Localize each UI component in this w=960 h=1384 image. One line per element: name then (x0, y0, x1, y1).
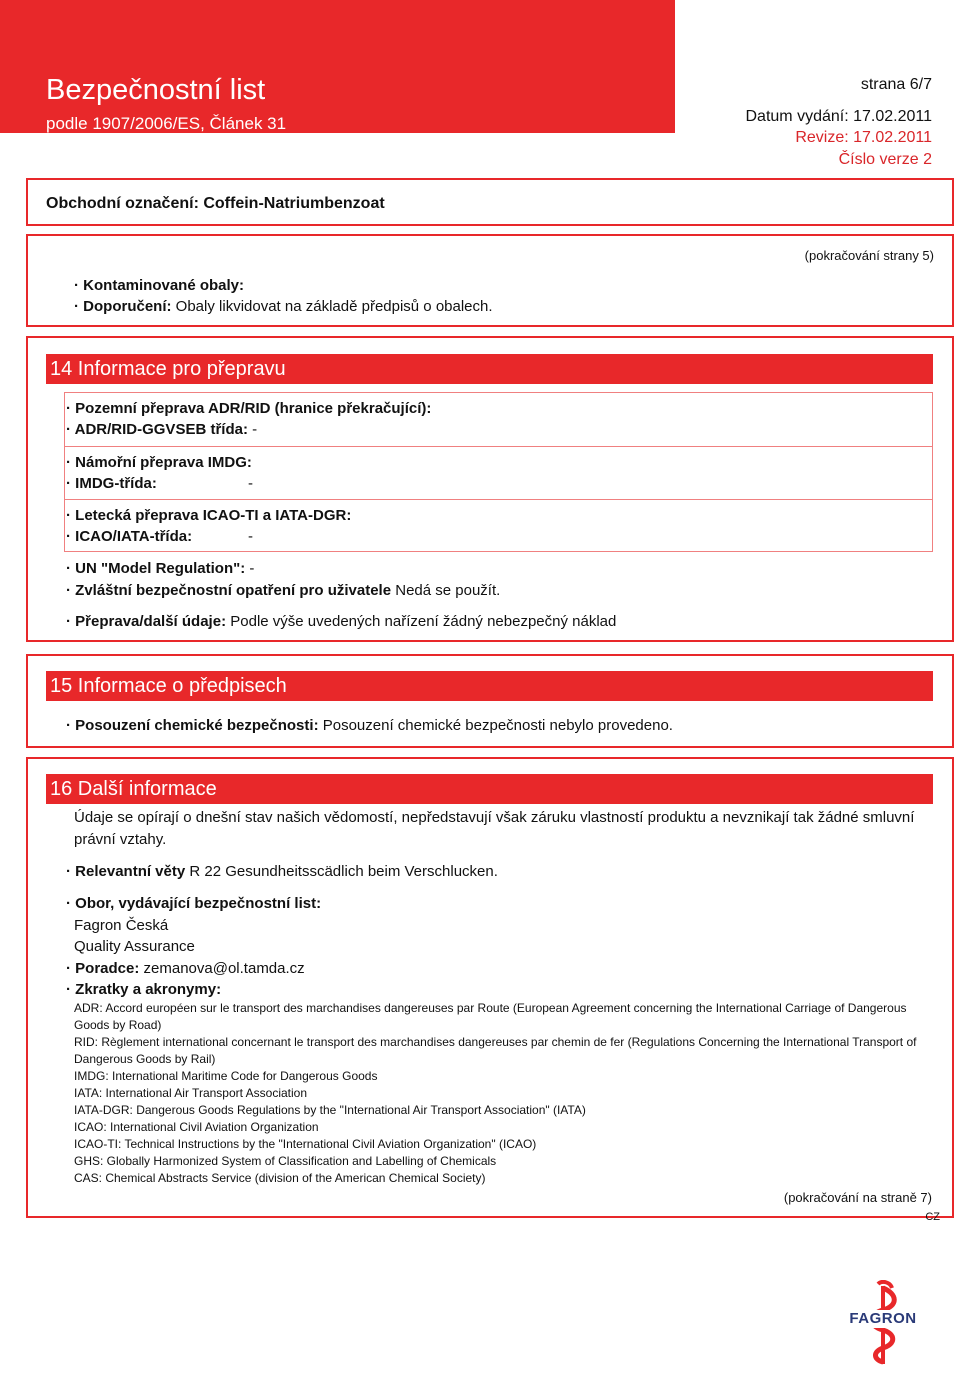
product-label: Obchodní označení: (46, 195, 199, 212)
imdg-class-label: · IMDG-třída: (66, 475, 157, 492)
section-14-heading: 14 Informace pro přepravu (46, 354, 933, 384)
abbr-ghs: GHS: Globally Harmonized System of Classification and Labelling of Chemicals (74, 1154, 497, 1168)
advisor-line (66, 959, 305, 978)
relevant-phrases-line (66, 862, 498, 881)
document-title: Bezpečnostní list (46, 74, 266, 106)
abbr-imdg: IMDG: International Maritime Code for Dangerous Goods (74, 1069, 378, 1083)
product-name-line (46, 194, 385, 213)
transport-info-label: · Přeprava/další údaje: (66, 613, 227, 630)
version-number: Číslo verze 2 (838, 151, 932, 168)
chemical-safety-label: · Posouzení chemické bezpečnosti: (66, 717, 319, 734)
adr-title: · Pozemní přeprava ADR/RID (hranice překračující): (66, 400, 432, 417)
imdg-class-value: - (248, 475, 253, 492)
abbr-iata-dgr: IATA-DGR: Dangerous Goods Regulations by the "International Air Transport Association" (IATA) (74, 1103, 586, 1117)
document-subtitle: podle 1907/2006/ES, Článek 31 (46, 114, 287, 133)
contaminated-title: · Kontaminované obaly: (74, 277, 245, 294)
recommendation-text: Obaly likvidovat na základě předpisů o obalech. (175, 298, 493, 315)
fagron-logo (838, 1280, 928, 1366)
page-number: strana 6/7 (860, 76, 932, 93)
imdg-title: · Námořní přeprava IMDG: (66, 454, 252, 471)
issuer-line-2: Quality Assurance (74, 938, 195, 955)
advisor-label: · Poradce: (66, 960, 140, 977)
adr-class-label: · ADR/RID-GGVSEB třída: (66, 421, 248, 438)
contaminated-packaging-box (26, 234, 954, 327)
recommendation-label: · Doporučení: (74, 298, 172, 315)
chemical-safety-line (66, 716, 673, 735)
abbr-adr: ADR: Accord européen sur le transport des marchandises dangereuses par Route (European Agreement concerning the International Carriage of Dangerous Goods by Road) (74, 1001, 907, 1032)
abbreviations-label: · Zkratky a akronymy: (66, 981, 222, 998)
abbr-icao-ti: ICAO-TI: Technical Instructions by the "International Civil Aviation Organization" (ICAO) (74, 1137, 537, 1151)
product-name: Coffein-Natriumbenzoat (203, 195, 385, 212)
recommendation-line (74, 297, 493, 316)
issuer-label: · Obor, vydávající bezpečnostní list: (66, 895, 322, 912)
special-precautions-value: Nedá se použít. (395, 582, 501, 599)
chemical-safety-value: Posouzení chemické bezpečnosti nebylo provedeno. (322, 717, 673, 734)
advisor-email: zemanova@ol.tamda.cz (143, 960, 305, 977)
transport-info-line (66, 612, 616, 631)
issuer-line-1: Fagron Česká (74, 917, 169, 934)
issue-date: Datum vydání: 17.02.2011 (745, 108, 932, 125)
abbr-icao: ICAO: International Civil Aviation Organization (74, 1120, 319, 1134)
transport-info-value: Podle výše uvedených nařízení žádný nebezpečný náklad (230, 613, 617, 630)
un-regulation-value: - (249, 560, 255, 577)
logo-text: FAGRON (849, 1310, 917, 1327)
adr-class-value: - (252, 421, 258, 438)
product-box (26, 178, 954, 226)
abbr-rid: RID: Règlement international concernant le transport des marchandises dangereuses par chemin de fer (Regulations Concerning the International Transport of Dangerous Goods by Rail) (74, 1035, 917, 1066)
section-16-heading: 16 Další informace (46, 774, 933, 804)
revision-date: Revize: 17.02.2011 (795, 129, 932, 146)
icao-title: · Letecká přeprava ICAO-TI a IATA-DGR: (66, 507, 352, 524)
special-precautions-line (66, 581, 500, 600)
continuation-top: (pokračování strany 5) (804, 248, 934, 263)
relevant-phrases-value: R 22 Gesundheitsscädlich beim Verschlucken. (189, 863, 498, 880)
abbr-iata: IATA: International Air Transport Association (74, 1086, 308, 1100)
adr-class-line (66, 420, 257, 439)
section-15-heading: 15 Informace o předpisech (46, 671, 933, 701)
special-precautions-label: · Zvláštní bezpečnostní opatření pro uživatele (66, 582, 392, 599)
continuation-bottom: (pokračování na straně 7) (783, 1190, 932, 1205)
abbr-cas: CAS: Chemical Abstracts Service (division of the American Chemical Society) (74, 1171, 486, 1185)
relevant-phrases-label: · Relevantní věty (66, 863, 186, 880)
disclaimer-paragraph: Údaje se opírají o dnešní stav našich vědomostí, nepředstavují však záruku vlastností produktu a nevznikají tak žádné smluvní právní vztahy. (74, 809, 915, 848)
un-regulation-label: · UN "Model Regulation": (66, 560, 246, 577)
icao-class-label: · ICAO/IATA-třída: (66, 528, 193, 545)
country-code: CZ (925, 1211, 940, 1223)
icao-class-value: - (248, 528, 253, 545)
un-regulation-line (66, 559, 254, 578)
